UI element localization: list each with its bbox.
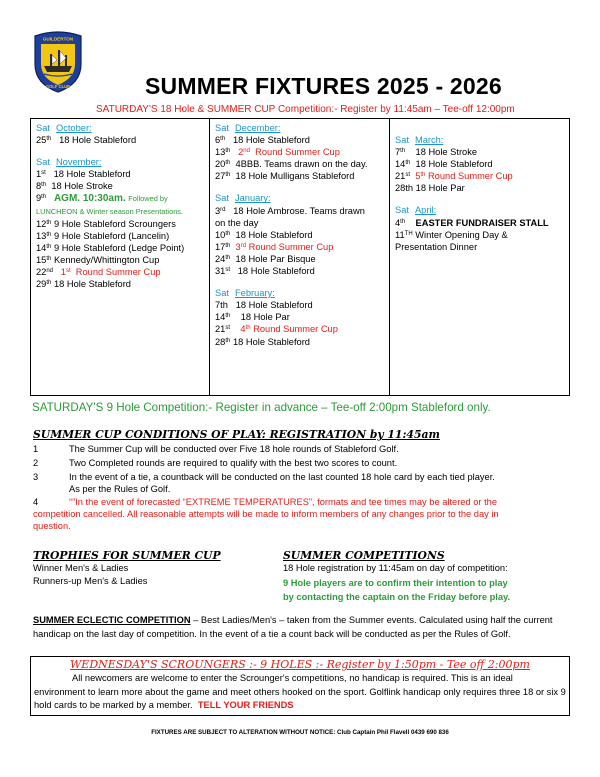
fixture-item: 29th 18 Hole Stableford: [36, 279, 131, 290]
logo-bottom-text: GOLF CLUB: [45, 84, 71, 89]
fixture-item: 13th 9 Hole Stableford (Lancelin): [36, 230, 170, 241]
fixture-item: 7th 18 Hole Stableford: [215, 300, 313, 311]
fixtures-column-1: [31, 119, 210, 395]
fixture-item-continued: Presentation Dinner: [395, 241, 478, 252]
fixture-item-summer-cup: 21st 5th Round Summer Cup: [395, 171, 513, 182]
fixture-item: 31st 18 Hole Stableford: [215, 266, 315, 277]
fixture-item: 1st 18 Hole Stableford: [36, 169, 131, 180]
scroungers-body: [34, 672, 566, 713]
fixture-item-easter: 4th EASTER FUNDRAISER STALL: [395, 217, 549, 228]
footer-note: FIXTURES ARE SUBJECT TO ALTERATION WITHOUT NOTICE: Club Captain Phil Flavell 0439 690 836: [151, 729, 449, 736]
competition-nine-hole-note: 9 Hole players are to confirm their intention to play by contacting the captain on the Friday before play.: [283, 578, 511, 602]
fixture-item: 14th 18 Hole Par: [215, 312, 290, 323]
eclectic-competition: [33, 614, 568, 641]
month-header-december: Sat December:: [215, 123, 281, 133]
eclectic-label: SUMMER ECLECTIC COMPETITION: [33, 615, 191, 625]
scroungers-text: All newcomers are welcome to enter the Scrounger's competitions, no handicap is required. This is an ideal environment to learn more about the game and meet others hooked on the sport. Golflink handicap only requires three 18 or six 9 hold cards to be marked by a member.: [34, 673, 566, 710]
month-header-february: Sat February:: [215, 288, 275, 299]
fixture-item: 3rd 18 Hole Ambrose. Teams drawn: [215, 205, 365, 216]
scroungers-box: [30, 656, 570, 716]
fixture-item-summer-cup: 13th 2nd Round Summer Cup: [215, 147, 340, 158]
fixture-item: 14th 9 Hole Stableford (Ledge Point): [36, 242, 185, 253]
condition-item-extreme-temps: 4 “”In the event of forecasted “EXTREME TEMPERATURES”, formats and tee times may be altered or the competition cancelled. All reasonable attempts will be made to inform members of any changes prior to the day in question.: [33, 497, 499, 532]
scroungers-cta: TELL YOUR FRIENDS: [197, 700, 294, 710]
fixture-item: 28th 18 Hole Stableford: [215, 336, 310, 347]
fixture-item-summer-cup: 22nd 1st Round Summer Cup: [36, 267, 161, 278]
nine-hole-competition-note: SATURDAY'S 9 Hole Competition:- Register in advance – Tee-off 2:00pm Stableford only.: [32, 401, 491, 414]
fixture-item: 12th 9 Hole Stableford Scroungers: [36, 218, 176, 229]
fixture-item: 27th 18 Hole Mulligans Stableford: [215, 171, 355, 182]
fixture-item-agm: 9th AGM. 10:30am. Followed by: [36, 193, 168, 205]
month-header-october: Sat October:: [36, 123, 92, 133]
scroungers-heading: WEDNESDAY'S SCROUNGERS :- 9 HOLES :- Register by 1:50pm - Tee off 2:00pm: [70, 658, 530, 671]
trophy-runners-up: Runners-up Men's & Ladies: [33, 576, 148, 586]
fixture-item: 11TH Winter Opening Day &: [395, 229, 508, 240]
fixtures-table: [30, 118, 570, 396]
eclectic-text: – Best Ladies/Men's – taken from the Summer events. Calculated using half the current handicap on the last day of competition. In the event of a tie a count back will be conducted as per the Rules of Golf.: [33, 615, 553, 639]
fixture-item: 15th Kennedy/Whittington Cup: [36, 254, 160, 265]
fixture-item: 6th 18 Hole Stableford: [215, 135, 310, 146]
fixture-item: 20th 4BBB. Teams drawn on the day.: [215, 159, 368, 170]
fixture-item-agm-detail: LUNCHEON & Winter season Presentations.: [36, 206, 184, 216]
fixture-item: 10th 18 Hole Stableford: [215, 229, 313, 240]
fixture-item: 8th 18 Hole Stroke: [36, 181, 113, 192]
competition-registration: 18 Hole registration by 11:45am on day of competition:: [283, 563, 508, 573]
fixture-item: 14th 18 Hole Stableford: [395, 159, 493, 170]
fixture-item-summer-cup: 17th 3rd Round Summer Cup: [215, 241, 334, 252]
month-header-january: Sat January:: [215, 193, 271, 204]
trophy-winner: Winner Men's & Ladies: [33, 563, 129, 573]
fixture-item: 28th 18 Hole Par: [395, 183, 465, 194]
condition-item: 3 In the event of a tie, a countback will be conducted on the last counted 18 hole card by each tied player. As per the Rules of Golf.: [33, 472, 495, 495]
page-subtitle: SATURDAY'S 18 Hole & SUMMER CUP Competition:- Register by 11:45am – Tee-off 12:00pm: [96, 104, 515, 115]
competitions-heading: SUMMER COMPETITIONS: [283, 549, 445, 562]
page-title: SUMMER FIXTURES 2025 - 2026: [145, 73, 502, 99]
fixture-item: 25th 18 Hole Stableford: [36, 135, 137, 146]
conditions-heading: SUMMER CUP CONDITIONS OF PLAY: REGISTRATION by 11:45am: [33, 428, 440, 441]
month-header-march: Sat March:: [395, 135, 444, 145]
logo-top-text: GUILDERTON: [42, 36, 74, 42]
fixtures-column-2: [210, 119, 390, 395]
fixture-item-summer-cup: 21st 4th Round Summer Cup: [215, 324, 338, 335]
trophies-heading: TROPHIES FOR SUMMER CUP: [33, 549, 221, 562]
club-crest-logo: [32, 30, 84, 94]
month-header-april: Sat April:: [395, 205, 437, 216]
fixture-item-continued: on the day: [215, 217, 259, 228]
fixtures-column-3: [390, 119, 571, 395]
fixture-item: 24th 18 Hole Par Bisque: [215, 253, 316, 264]
fixture-item: 7th 18 Hole Stroke: [395, 147, 478, 158]
month-header-november: Sat November:: [36, 157, 102, 168]
